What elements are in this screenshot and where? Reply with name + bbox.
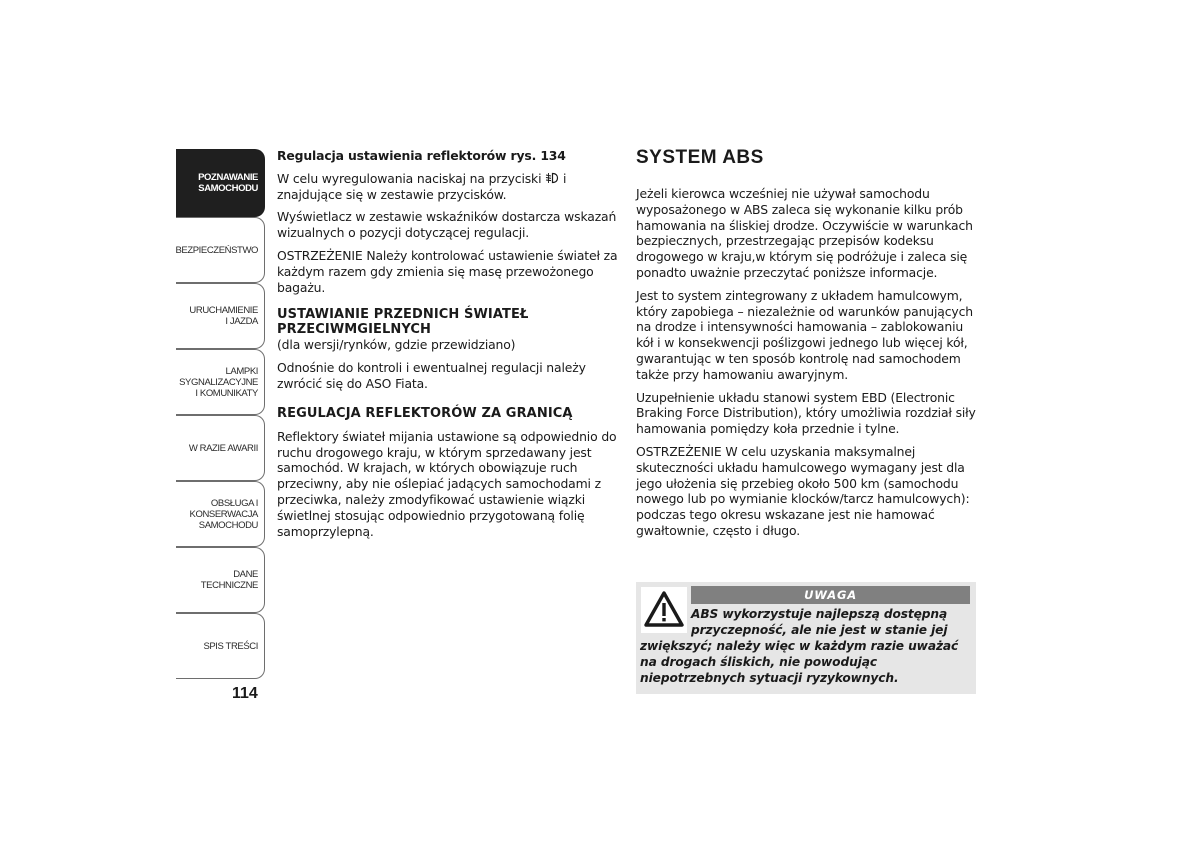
page-number: 114 [232, 685, 258, 702]
warning-text-line: ABS wykorzystuje najlepszą dostępną [691, 607, 948, 621]
heading-abroad: REGULACJA REFLEKTORÓW ZA GRANICĄ [277, 405, 573, 421]
paragraph-versions: (dla wersji/rynków, gdzie przewidziano) [277, 337, 516, 353]
text-segment: i znajdujące się w zestawie przycisków. [277, 170, 567, 202]
tab-bezpieczenstwo[interactable] [176, 217, 265, 283]
heading-fog-lights: USTAWIANIE PRZEDNICH ŚWIATEŁ PRZECIWMGIELNYCH [277, 307, 529, 338]
paragraph-aso: Odnośnie do kontroli i ewentualnej regulacji należy zwrócić się do ASO Fiata. [277, 360, 586, 391]
paragraph-adjust-buttons [277, 171, 619, 203]
tab-label: LAMPKI SYGNALIZACYJNE I KOMUNIKATY [179, 365, 258, 399]
tab-label: POZNAWANIE SAMOCHODU [198, 172, 258, 194]
warning-box [636, 582, 976, 694]
paragraph-ebd: Uzupełnienie układu stanowi system EBD (Electronic Braking Force Distribution), który umożliwia rozdział siły hamowania pomiędzy koła przednie i tylne. [636, 389, 976, 437]
warning-text-line: niepotrzebnych sytuacji ryzykownych. [640, 671, 899, 685]
paragraph-warning-load: OSTRZEŻENIE Należy kontrolować ustawienie świateł za każdym razem gdy zmienia się masę przewożonego bagażu. [277, 247, 618, 295]
warning-triangle-icon [641, 587, 687, 633]
warning-header: UWAGA [691, 586, 970, 604]
tab-label: URUCHAMIENIE I JAZDA [189, 305, 258, 327]
warning-text-line: zwiększyć; należy więc w każdym razie uważać [640, 639, 959, 653]
tab-label: SPIS TREŚCI [203, 640, 258, 652]
headlight-leveling-icon [545, 172, 559, 184]
tab-dane-techniczne[interactable] [176, 547, 265, 613]
warning-text-line: na drogach śliskich, nie powodując [640, 655, 877, 669]
section-title-abs: SYSTEM ABS [636, 147, 764, 168]
warning-text-line: przyczepność, ale nie jest w stanie jej [691, 623, 948, 637]
paragraph-abroad: Reflektory świateł mijania ustawione są odpowiednio do ruchu drogowego kraju, w którym sprzedawany jest samochód. W krajach, w których obowiązuje ruch przeciwny, aby nie oślepiać jadących samochodami z przeciwka, należy zmodyfikować ustawienie wiązki świetlnej stosując odpowiednio przygotowaną folię samoprzylepną. [277, 428, 617, 539]
chapter-tabs [176, 149, 266, 679]
tab-label: OBSŁUGA I KONSERWACJA SAMOCHODU [189, 497, 258, 531]
subheading-headlight-adjustment: Regulacja ustawienia reflektorów rys. 134 [277, 148, 566, 163]
tab-lampki-sygnalizacyjne[interactable] [176, 349, 265, 415]
right-column [636, 148, 976, 546]
tab-poznawanie-samochodu[interactable] [176, 149, 265, 217]
paragraph-abs-system: Jest to system zintegrowany z układem hamulcowym, który zapobiega – niezależnie od warunków panujących na drodze i intensywności hamowania – zablokowaniu kół i w konsekwencji poślizgowi jednego lub więcej kół, gwarantując w ten sposób kontrolę nad samochodem także przy hamowaniu awaryjnym. [636, 287, 973, 382]
tab-label: BEZPIECZEŃSTWO [175, 244, 258, 256]
tab-label: DANE TECHNICZNE [200, 569, 258, 591]
left-column [277, 148, 619, 546]
paragraph-abs-intro: Jeżeli kierowca wcześniej nie używał samochodu wyposażonego w ABS zaleca się wykonanie kilku prób hamowania na śliskiej drodze. Oczywiście w warunkach bezpiecznych, przestrzegając przepisów kodeksu drogowego w kraju,w którym się podróżuje i zaleca się ponadto uważnie przeczytać poniższe informacje. [636, 186, 973, 280]
text-segment: W celu wyregulowania naciskaj na przyciski [277, 170, 542, 186]
tab-obsluga-i-konserwacja[interactable] [176, 481, 265, 547]
paragraph-abs-warning: OSTRZEŻENIE W celu uzyskania maksymalnej skuteczności układu hamulcowego wymagany jest dla jego ułożenia się przebieg około 500 km (samochodu nowego lub po wymianie klocków/tarcz hamulcowych): podczas tego okresu wskazane jest nie hamować gwałtownie, często i długo. [636, 443, 970, 538]
tab-w-razie-awarii[interactable] [176, 415, 265, 481]
paragraph-display: Wyświetlacz w zestawie wskaźników dostarcza wskazań wizualnych o pozycji dotyczącej regulacji. [277, 209, 617, 241]
tab-label: W RAZIE AWARII [188, 442, 258, 454]
tab-spis-tresci[interactable] [176, 613, 265, 679]
tab-uruchamienie-i-jazda[interactable] [176, 283, 265, 349]
